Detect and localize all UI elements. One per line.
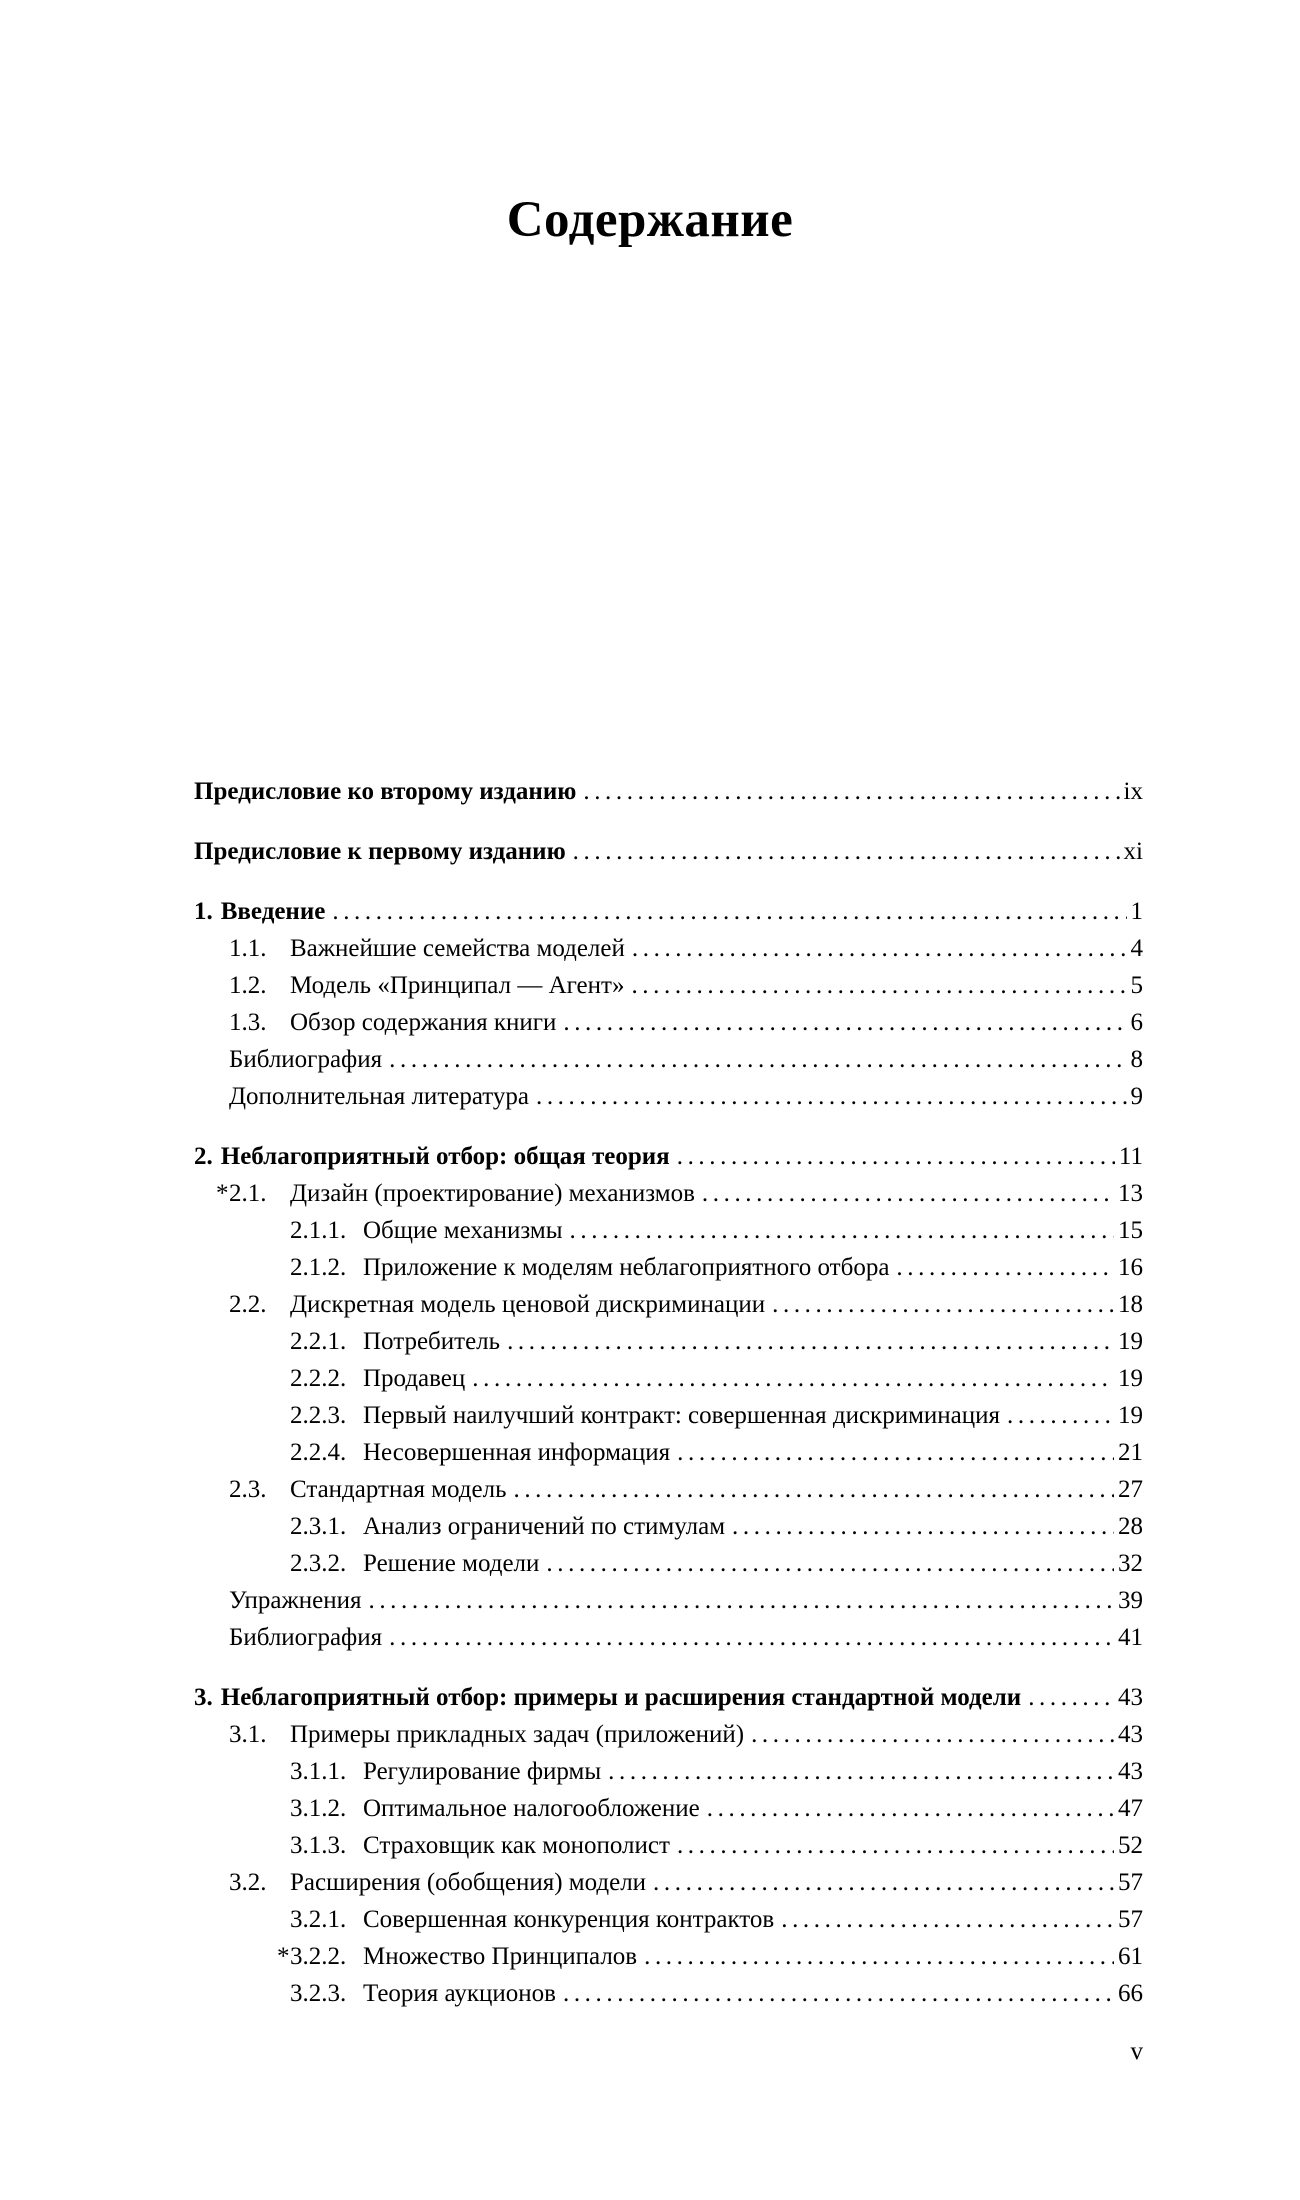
toc-entry xyxy=(194,1323,1143,1360)
dot-leader xyxy=(570,1212,1115,1249)
entry-number: 2.1.1. xyxy=(290,1217,347,1244)
toc-entry xyxy=(194,1508,1143,1545)
toc-entry xyxy=(194,1864,1143,1901)
toc-entry xyxy=(194,1078,1143,1115)
entry-title: Предисловие к первому изданию xyxy=(194,838,566,865)
entry-title: Приложение к моделям неблагоприятного отбора xyxy=(363,1254,890,1281)
entry-number: 3.2.3. xyxy=(290,1980,347,2007)
toc-entry xyxy=(194,1679,1143,1716)
entry-page-number: 27 xyxy=(1118,1476,1143,1503)
dot-leader xyxy=(389,1041,1126,1078)
dot-leader xyxy=(896,1249,1114,1286)
entry-title: Несовершенная информация xyxy=(363,1439,671,1466)
entry-page-number: 32 xyxy=(1118,1550,1143,1577)
toc-entry xyxy=(194,1827,1143,1864)
entry-page-number: 21 xyxy=(1118,1439,1143,1466)
toc-list xyxy=(194,773,1143,2035)
entry-number: 3. xyxy=(194,1684,213,1711)
entry-title: Библиография xyxy=(229,1624,383,1651)
entry-number: 3.1. xyxy=(229,1721,267,1748)
entry-number: 2.3.1. xyxy=(290,1513,347,1540)
entry-number: 3.2.2. xyxy=(290,1943,347,1970)
toc-entry xyxy=(194,893,1143,930)
entry-number: 2.2. xyxy=(229,1291,267,1318)
entry-page-number: 52 xyxy=(1118,1832,1143,1859)
dot-leader xyxy=(563,1004,1126,1041)
entry-title: Важнейшие семейства моделей xyxy=(290,935,625,962)
toc-entry xyxy=(194,773,1143,810)
entry-title: Теория аукционов xyxy=(363,1980,556,2007)
entry-number: 3.1.3. xyxy=(290,1832,347,1859)
toc-entry xyxy=(194,1041,1143,1078)
dot-leader xyxy=(546,1545,1114,1582)
toc-entry xyxy=(194,930,1143,967)
page-folio: v xyxy=(1130,2038,1143,2065)
entry-page-number: 19 xyxy=(1118,1365,1143,1392)
toc-entry xyxy=(194,1545,1143,1582)
star-marker: * xyxy=(277,1943,290,1970)
dot-leader xyxy=(632,930,1127,967)
entry-title: Библиография xyxy=(229,1046,383,1073)
toc-entry xyxy=(194,1286,1143,1323)
dot-leader xyxy=(677,1138,1115,1175)
entry-page-number: 57 xyxy=(1118,1869,1143,1896)
entry-page-number: 16 xyxy=(1118,1254,1143,1281)
entry-page-number: 9 xyxy=(1130,1083,1143,1110)
entry-number: 2.2.4. xyxy=(290,1439,347,1466)
dot-leader xyxy=(368,1582,1114,1619)
toc-entry xyxy=(194,1975,1143,2012)
entry-number: 2.2.2. xyxy=(290,1365,347,1392)
entry-title: Продавец xyxy=(363,1365,466,1392)
dot-leader xyxy=(513,1471,1114,1508)
entry-page-number: 6 xyxy=(1130,1009,1143,1036)
entry-title: Примеры прикладных задач (приложений) xyxy=(290,1721,745,1748)
dot-leader xyxy=(732,1508,1114,1545)
dot-leader xyxy=(573,833,1120,870)
entry-number: 3.2.1. xyxy=(290,1906,347,1933)
entry-number: 1.2. xyxy=(229,972,267,999)
toc-entry xyxy=(194,1138,1143,1175)
entry-page-number: 47 xyxy=(1118,1795,1143,1822)
entry-number: 2.2.1. xyxy=(290,1328,347,1355)
entry-page-number: 57 xyxy=(1118,1906,1143,1933)
toc-group xyxy=(194,773,1143,810)
entry-title: Страховщик как монополист xyxy=(363,1832,670,1859)
dot-leader xyxy=(677,1434,1114,1471)
dot-leader xyxy=(772,1286,1114,1323)
entry-page-number: 28 xyxy=(1118,1513,1143,1540)
entry-page-number: xi xyxy=(1123,838,1143,865)
entry-page-number: 11 xyxy=(1118,1143,1143,1170)
dot-leader xyxy=(653,1864,1114,1901)
entry-number: 1.1. xyxy=(229,935,267,962)
entry-title: Неблагоприятный отбор: примеры и расширения стандартной модели xyxy=(220,1684,1022,1711)
entry-title: Упражнения xyxy=(229,1587,362,1614)
dot-leader xyxy=(751,1716,1114,1753)
toc-entry xyxy=(194,1901,1143,1938)
entry-number: 2.1. xyxy=(229,1180,267,1207)
star-marker: * xyxy=(216,1180,229,1207)
toc-entry xyxy=(194,1938,1143,1975)
dot-leader xyxy=(702,1175,1114,1212)
entry-number: 3.1.2. xyxy=(290,1795,347,1822)
entry-page-number: 18 xyxy=(1118,1291,1143,1318)
entry-number: 2. xyxy=(194,1143,213,1170)
dot-leader xyxy=(472,1360,1114,1397)
entry-page-number: 19 xyxy=(1118,1328,1143,1355)
entry-number: 1. xyxy=(194,898,213,925)
entry-page-number: 13 xyxy=(1118,1180,1143,1207)
entry-page-number: 43 xyxy=(1118,1721,1143,1748)
entry-title: Множество Принципалов xyxy=(363,1943,638,1970)
entry-number: 3.2. xyxy=(229,1869,267,1896)
entry-page-number: 61 xyxy=(1118,1943,1143,1970)
entry-title: Неблагоприятный отбор: общая теория xyxy=(220,1143,670,1170)
dot-leader xyxy=(707,1790,1114,1827)
dot-leader xyxy=(583,773,1119,810)
toc-entry xyxy=(194,1471,1143,1508)
dot-leader xyxy=(507,1323,1114,1360)
entry-page-number: 15 xyxy=(1118,1217,1143,1244)
toc-group xyxy=(194,1679,1143,2012)
dot-leader xyxy=(631,967,1126,1004)
dot-leader xyxy=(608,1753,1114,1790)
entry-title: Стандартная модель xyxy=(290,1476,507,1503)
entry-title: Предисловие ко второму изданию xyxy=(194,778,577,805)
dot-leader xyxy=(677,1827,1114,1864)
dot-leader xyxy=(332,893,1126,930)
toc-entry xyxy=(194,967,1143,1004)
entry-title: Модель «Принципал — Агент» xyxy=(290,972,625,999)
toc-entry xyxy=(194,1716,1143,1753)
entry-page-number: ix xyxy=(1123,778,1143,805)
entry-title: Оптимальное налогообложение xyxy=(363,1795,700,1822)
entry-title: Регулирование фирмы xyxy=(363,1758,602,1785)
entry-page-number: 5 xyxy=(1130,972,1143,999)
toc-group xyxy=(194,833,1143,870)
entry-number: 2.3. xyxy=(229,1476,267,1503)
entry-number: 3.1.1. xyxy=(290,1758,347,1785)
entry-title: Решение модели xyxy=(363,1550,540,1577)
dot-leader xyxy=(389,1619,1114,1656)
dot-leader xyxy=(781,1901,1114,1938)
page-title: Содержание xyxy=(506,192,794,248)
entry-number: 2.3.2. xyxy=(290,1550,347,1577)
toc-group xyxy=(194,1138,1143,1656)
toc-entry xyxy=(194,1004,1143,1041)
entry-title: Дискретная модель ценовой дискриминации xyxy=(290,1291,766,1318)
entry-title: Совершенная конкуренция контрактов xyxy=(363,1906,775,1933)
entry-page-number: 4 xyxy=(1130,935,1143,962)
toc-entry xyxy=(194,1790,1143,1827)
entry-number: 2.2.3. xyxy=(290,1402,347,1429)
toc-entry xyxy=(194,1249,1143,1286)
entry-number: 1.3. xyxy=(229,1009,267,1036)
entry-page-number: 19 xyxy=(1118,1402,1143,1429)
dot-leader xyxy=(1028,1679,1114,1716)
entry-page-number: 1 xyxy=(1130,898,1143,925)
entry-title: Первый наилучший контракт: совершенная дискриминация xyxy=(363,1402,1001,1429)
entry-page-number: 39 xyxy=(1118,1587,1143,1614)
entry-page-number: 66 xyxy=(1118,1980,1143,2007)
toc-entry xyxy=(194,1397,1143,1434)
toc-group xyxy=(194,893,1143,1115)
toc-entry xyxy=(194,1212,1143,1249)
entry-title: Введение xyxy=(220,898,326,925)
toc-entry xyxy=(194,1434,1143,1471)
toc-entry xyxy=(194,1360,1143,1397)
toc-entry xyxy=(194,1175,1143,1212)
entry-title: Общие механизмы xyxy=(363,1217,563,1244)
entry-title: Дизайн (проектирование) механизмов xyxy=(290,1180,695,1207)
toc-entry xyxy=(194,1753,1143,1790)
entry-title: Анализ ограничений по стимулам xyxy=(363,1513,726,1540)
entry-number: 2.1.2. xyxy=(290,1254,347,1281)
toc-entry xyxy=(194,833,1143,870)
dot-leader xyxy=(644,1938,1114,1975)
entry-page-number: 43 xyxy=(1118,1758,1143,1785)
entry-page-number: 8 xyxy=(1130,1046,1143,1073)
entry-title: Дополнительная литература xyxy=(229,1083,529,1110)
dot-leader xyxy=(563,1975,1114,2012)
entry-page-number: 43 xyxy=(1118,1684,1143,1711)
dot-leader xyxy=(536,1078,1127,1115)
dot-leader xyxy=(1007,1397,1114,1434)
entry-title: Обзор содержания книги xyxy=(290,1009,557,1036)
entry-title: Потребитель xyxy=(363,1328,501,1355)
entry-page-number: 41 xyxy=(1118,1624,1143,1651)
toc-entry xyxy=(194,1582,1143,1619)
entry-title: Расширения (обобщения) модели xyxy=(290,1869,647,1896)
toc-entry xyxy=(194,1619,1143,1656)
